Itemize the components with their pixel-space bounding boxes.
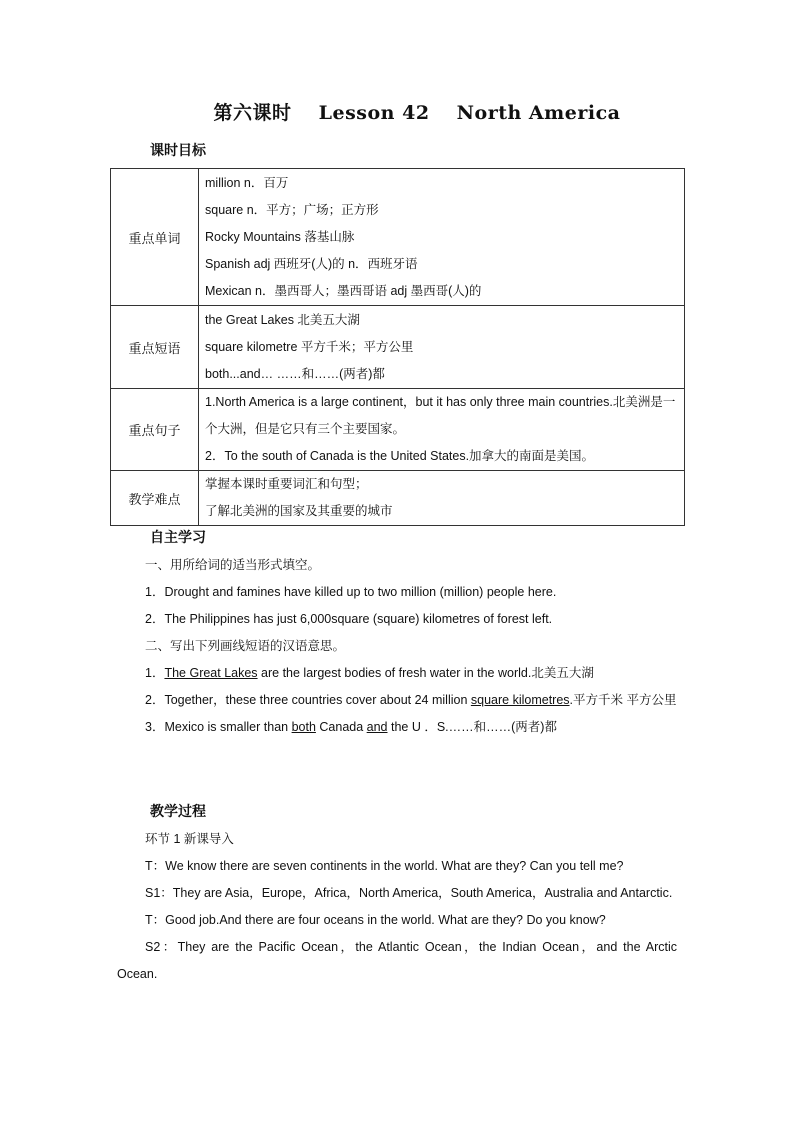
vocab-line: Spanish adj 西班牙(人)的 n．西班牙语 [205, 256, 418, 271]
sentence-line: 2．To the south of Canada is the United States.加拿大的南面是美国。 [205, 449, 595, 463]
dialogue-line: S1：They are Asia，Europe，Africa，North America，South America，Australia and Antarctic. [145, 886, 673, 900]
goals-table [110, 168, 685, 526]
phrase-line: square kilometre 平方千米；平方公里 [205, 339, 414, 354]
row-content [199, 471, 685, 526]
table-row [111, 389, 685, 471]
exercise-2-heading: 二、写出下列画线短语的汉语意思。 [145, 639, 346, 653]
self-study-body [117, 552, 677, 741]
exercise-2-item: 2．Together，these three countries cover about 24 million square kilometres.平方千米 平方公里 [145, 693, 677, 707]
process-body [117, 826, 677, 988]
title-cn: 第六课时 [213, 102, 292, 124]
row-content [199, 169, 685, 306]
row-label: 重点单词 [111, 169, 199, 306]
sentence-line: 1.North America is a large continent，but it has only three main countries.北美洲是一个大洲，但是它只有三个主要国家。 [205, 395, 676, 436]
row-content [199, 389, 685, 471]
underlined-phrase: square kilometres [470, 693, 570, 707]
title-lesson: Lesson 42 [318, 102, 430, 124]
table-row [111, 306, 685, 389]
page-title [0, 98, 794, 125]
dialogue-line: S2：They are the Pacific Ocean，the Atlantic Ocean，the Indian Ocean，and the Arctic Ocean. [117, 940, 677, 981]
dialogue-line: T：Good job.And there are four oceans in the world. What are they? Do you know? [145, 913, 606, 927]
goals-heading: 课时目标 [150, 143, 206, 159]
row-label: 重点短语 [111, 306, 199, 389]
table-row [111, 471, 685, 526]
table-row [111, 169, 685, 306]
exercise-1-heading: 一、用所给词的适当形式填空。 [145, 558, 321, 572]
step-heading: 环节 1 新课导入 [145, 832, 234, 846]
phrase-line: both...and… ……和……(两者)都 [205, 366, 385, 381]
underlined-phrase: and [366, 720, 388, 734]
exercise-1-item: 2．The Philippines has just 6,000square (square) kilometres of forest left. [145, 612, 553, 626]
self-study-heading: 自主学习 [150, 530, 206, 546]
vocab-line: Rocky Mountains 落基山脉 [205, 229, 355, 244]
underlined-phrase: The Great Lakes [164, 666, 258, 680]
exercise-2-item: 1．The Great Lakes are the largest bodies of fresh water in the world.北美五大湖 [145, 666, 594, 680]
vocab-line: Mexican n．墨西哥人；墨西哥语 adj 墨西哥(人)的 [205, 283, 482, 298]
row-label: 重点句子 [111, 389, 199, 471]
vocab-line: million n．百万 [205, 175, 289, 190]
exercise-1-item: 1．Drought and famines have killed up to two million (million) people here. [145, 585, 557, 599]
process-heading: 教学过程 [150, 804, 206, 820]
underlined-phrase: both [291, 720, 316, 734]
difficulty-line: 掌握本课时重要词汇和句型； [205, 477, 368, 491]
title-name: North America [456, 102, 621, 124]
row-label: 教学难点 [111, 471, 199, 526]
row-content [199, 306, 685, 389]
difficulty-line: 了解北美洲的国家及其重要的城市 [205, 504, 393, 518]
vocab-line: square n．平方；广场；正方形 [205, 202, 379, 217]
exercise-2-item: 3．Mexico is smaller than both Canada and the U ．S.……和……(两者)都 [145, 720, 557, 734]
dialogue-line: T：We know there are seven continents in the world. What are they? Can you tell me? [145, 859, 624, 873]
phrase-line: the Great Lakes 北美五大湖 [205, 312, 360, 327]
